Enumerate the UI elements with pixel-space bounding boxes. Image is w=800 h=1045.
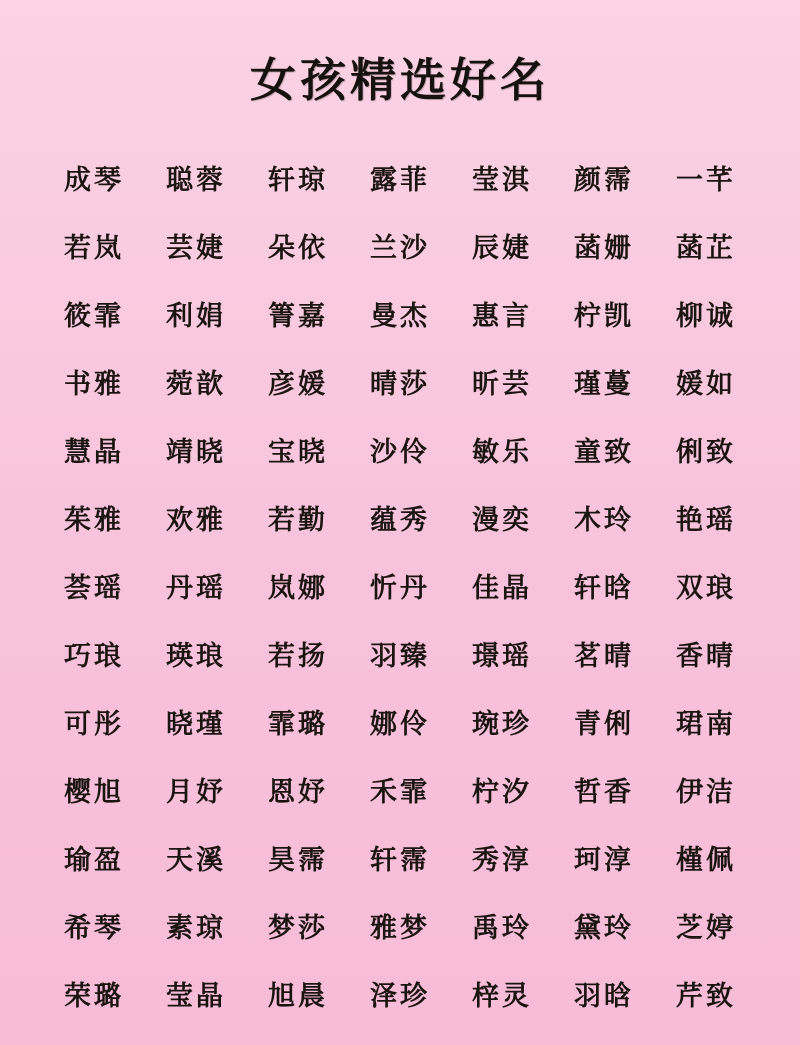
name-cell: 羽晗 (574, 980, 634, 1012)
name-cell: 若岚 (64, 232, 124, 264)
name-cell: 茱雅 (64, 504, 124, 536)
name-cell: 敏乐 (472, 436, 532, 468)
name-cell: 晴莎 (370, 368, 430, 400)
name-cell: 箐嘉 (268, 300, 328, 332)
name-cell: 双琅 (676, 572, 736, 604)
name-cell: 筱霏 (64, 300, 124, 332)
name-cell: 露菲 (370, 164, 430, 196)
name-cell: 菀歆 (166, 368, 226, 400)
name-cell: 辰婕 (472, 232, 532, 264)
name-cell: 欢雅 (166, 504, 226, 536)
name-cell: 若勤 (268, 504, 328, 536)
name-cell: 漫奕 (472, 504, 532, 536)
name-cell: 青俐 (574, 708, 634, 740)
name-cell: 霏璐 (268, 708, 328, 740)
name-cell: 瑜盈 (64, 844, 124, 876)
name-cell: 璟瑶 (472, 640, 532, 672)
name-cell: 朵依 (268, 232, 328, 264)
name-cell: 兰沙 (370, 232, 430, 264)
name-cell: 羽臻 (370, 640, 430, 672)
name-cell: 梓灵 (472, 980, 532, 1012)
name-cell: 梦莎 (268, 912, 328, 944)
name-cell: 若扬 (268, 640, 328, 672)
name-cell: 利娟 (166, 300, 226, 332)
name-cell: 娜伶 (370, 708, 430, 740)
name-cell: 伊洁 (676, 776, 736, 808)
name-cell: 芹致 (676, 980, 736, 1012)
name-cell: 天溪 (166, 844, 226, 876)
name-cell: 槿佩 (676, 844, 736, 876)
page-title: 女孩精选好名 (250, 53, 550, 107)
name-cell: 珺南 (676, 708, 736, 740)
name-cell: 素琼 (166, 912, 226, 944)
name-cell: 书雅 (64, 368, 124, 400)
name-cell: 茗晴 (574, 640, 634, 672)
name-cell: 香晴 (676, 640, 736, 672)
name-cell: 一芊 (676, 164, 736, 196)
name-cell: 柳诚 (676, 300, 736, 332)
name-cell: 慧晶 (64, 436, 124, 468)
name-cell: 颜霈 (574, 164, 634, 196)
name-cell: 轩琼 (268, 164, 328, 196)
name-cell: 恩妤 (268, 776, 328, 808)
name-cell: 彦媛 (268, 368, 328, 400)
name-cell: 木玲 (574, 504, 634, 536)
name-cell: 禾霏 (370, 776, 430, 808)
name-cell: 晓瑾 (166, 708, 226, 740)
name-cell: 瑾蔓 (574, 368, 634, 400)
name-cell: 艳瑶 (676, 504, 736, 536)
name-cell: 旭晨 (268, 980, 328, 1012)
name-cell: 莹晶 (166, 980, 226, 1012)
name-cell: 月妤 (166, 776, 226, 808)
name-cell: 岚娜 (268, 572, 328, 604)
name-cell: 莹淇 (472, 164, 532, 196)
name-cell: 芸婕 (166, 232, 226, 264)
name-cell: 柠凯 (574, 300, 634, 332)
name-cell: 聪蓉 (166, 164, 226, 196)
name-cell: 轩霈 (370, 844, 430, 876)
name-cell: 菡芷 (676, 232, 736, 264)
name-cell: 佳晶 (472, 572, 532, 604)
name-cell: 沙伶 (370, 436, 430, 468)
name-cell: 荟瑶 (64, 572, 124, 604)
name-cell: 巧琅 (64, 640, 124, 672)
name-cell: 雅梦 (370, 912, 430, 944)
name-cell: 丹瑶 (166, 572, 226, 604)
name-cell: 蕴秀 (370, 504, 430, 536)
name-cell: 成琴 (64, 164, 124, 196)
name-cell: 泽珍 (370, 980, 430, 1012)
name-cell: 希琴 (64, 912, 124, 944)
name-grid (43, 146, 757, 1030)
name-cell: 秀淳 (472, 844, 532, 876)
name-cell: 珂淳 (574, 844, 634, 876)
name-cell: 昕芸 (472, 368, 532, 400)
name-cell: 樱旭 (64, 776, 124, 808)
name-cell: 菡姗 (574, 232, 634, 264)
name-cell: 芝婷 (676, 912, 736, 944)
name-cell: 昊霈 (268, 844, 328, 876)
name-cell: 惠言 (472, 300, 532, 332)
name-cell: 宝晓 (268, 436, 328, 468)
name-cell: 曼杰 (370, 300, 430, 332)
name-cell: 瑛琅 (166, 640, 226, 672)
name-cell: 童致 (574, 436, 634, 468)
name-cell: 黛玲 (574, 912, 634, 944)
name-cell: 哲香 (574, 776, 634, 808)
name-cell: 禹玲 (472, 912, 532, 944)
name-cell: 媛如 (676, 368, 736, 400)
name-cell: 琬珍 (472, 708, 532, 740)
name-cell: 荣璐 (64, 980, 124, 1012)
name-cell: 可彤 (64, 708, 124, 740)
name-cell: 柠汐 (472, 776, 532, 808)
name-cell: 俐致 (676, 436, 736, 468)
name-cell: 靖晓 (166, 436, 226, 468)
name-cell: 轩晗 (574, 572, 634, 604)
name-cell: 忻丹 (370, 572, 430, 604)
